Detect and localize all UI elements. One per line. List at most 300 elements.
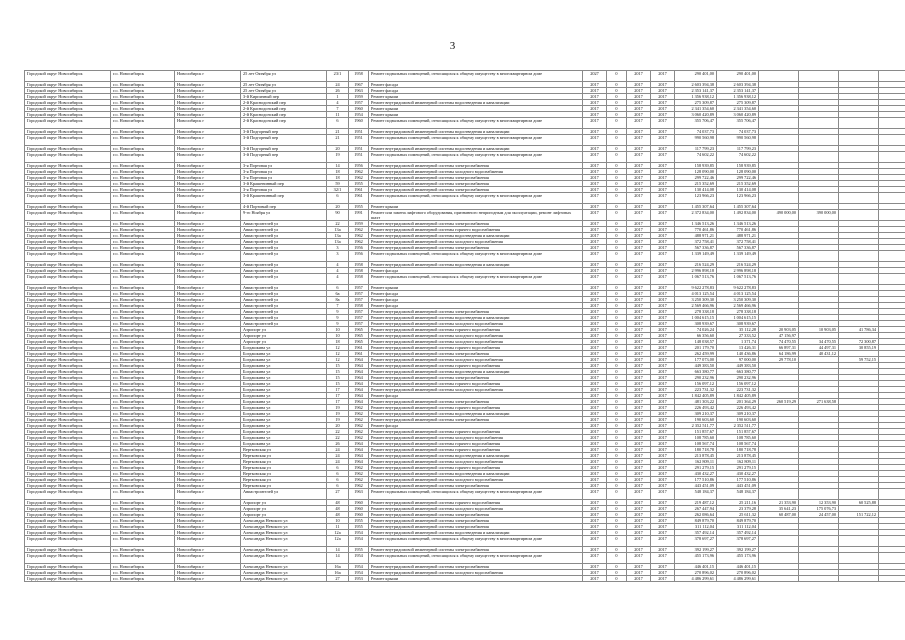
table-cell: 156 097,12 xyxy=(717,381,759,387)
table-cell: 90 xyxy=(327,210,349,221)
table-cell: 2017 xyxy=(627,82,651,88)
table-cell: 20 xyxy=(327,423,349,429)
table-cell: 2017 xyxy=(651,152,675,163)
table-cell: 0 xyxy=(607,471,627,477)
table-cell: 390 000,00 xyxy=(799,210,839,221)
table-cell: Ремонт внутридомовой инженерной системы электроснабжения xyxy=(369,375,583,381)
table-cell: 0 xyxy=(607,285,627,291)
table-cell: Новосибирск г xyxy=(175,423,241,429)
table-cell: Ремонт внутридомовой инженерной системы холодного водоснабжения xyxy=(369,169,583,175)
table-cell: Ремонт внутридомовой инженерной системы горячего водоснабжения xyxy=(369,363,583,369)
table-cell: 2017 xyxy=(627,309,651,315)
table-cell: Новосибирск г xyxy=(175,489,241,500)
table-cell: Новосибирск г xyxy=(175,129,241,135)
table-cell: Ремонт внутридомовой инженерной системы электроснабжения xyxy=(369,163,583,169)
table-cell: 0 xyxy=(607,193,627,204)
table-cell: г.о. Новосибирск xyxy=(111,262,175,268)
table-cell: 2017 xyxy=(651,500,675,506)
table-cell: 0 xyxy=(607,169,627,175)
table-cell: 0 xyxy=(607,547,627,553)
table-cell: 1 455 307,64 xyxy=(717,204,759,210)
table-cell: Ремонт внутридомовой инженерной системы электроснабжения xyxy=(369,512,583,518)
table-cell: Ремонт крыши xyxy=(369,204,583,210)
table-row xyxy=(25,576,905,582)
table-cell: Городской округ Новосибирск xyxy=(25,309,111,315)
table-cell: 2017 xyxy=(627,181,651,187)
table-cell: 849 879,70 xyxy=(717,518,759,524)
table-cell: Городской округ Новосибирск xyxy=(25,82,111,88)
table-cell xyxy=(799,576,839,582)
table-cell: 1954 xyxy=(349,536,369,547)
table-cell: Ремонт фасада xyxy=(369,268,583,274)
table-row xyxy=(25,71,905,82)
table-cell: г.о. Новосибирск xyxy=(111,518,175,524)
table-cell xyxy=(799,193,839,204)
table-cell: Городской округ Новосибирск xyxy=(25,351,111,357)
table-cell: 156 097,12 xyxy=(675,381,717,387)
table-cell: Городской округ Новосибирск xyxy=(25,262,111,268)
table-cell: 2017 xyxy=(627,233,651,239)
table-cell: Богдашкина ул xyxy=(241,423,327,429)
table-cell: Богдашкина ул xyxy=(241,399,327,405)
table-cell xyxy=(839,274,879,285)
table-cell: 201 364,29 xyxy=(717,399,759,405)
table-cell: 1957 xyxy=(349,309,369,315)
table-cell: Городской округ Новосибирск xyxy=(25,363,111,369)
table-cell: г.о. Новосибирск xyxy=(111,411,175,417)
table-cell: 177 510,86 xyxy=(717,477,759,483)
table-cell: 2017 xyxy=(583,351,607,357)
table-cell: 2017 xyxy=(627,291,651,297)
table-cell: 18 xyxy=(327,339,349,345)
table-cell: 430 432,27 xyxy=(717,471,759,477)
table-cell: 3 060 420,89 xyxy=(675,112,717,118)
table-cell: 2017 xyxy=(627,274,651,285)
table-cell: Вертковская ул xyxy=(241,465,327,471)
table-cell: 2017 xyxy=(627,483,651,489)
table-cell: 1 356 938,12 xyxy=(717,94,759,100)
table-cell: 47 156,97 xyxy=(759,333,799,339)
table-cell: 4 486 299,61 xyxy=(717,576,759,582)
table-cell xyxy=(879,193,905,204)
table-cell: 64 186,99 xyxy=(759,351,799,357)
table-cell: 2017 xyxy=(627,405,651,411)
table-cell: Аэропорт ул xyxy=(241,339,327,345)
table-cell: 0 xyxy=(607,303,627,309)
table-cell: 177 073,00 xyxy=(675,357,717,363)
table-cell: Ремонт внутридомовой инженерной системы горячего водоснабжения xyxy=(369,465,583,471)
table-cell: г.о. Новосибирск xyxy=(111,71,175,82)
table-cell: 2017 xyxy=(583,441,607,447)
table-cell: Ремонт внутридомовой инженерной системы водоотведения и канализации xyxy=(369,530,583,536)
table-cell: 0 xyxy=(607,459,627,465)
table-cell: 430 432,27 xyxy=(675,471,717,477)
table-cell: г.о. Новосибирск xyxy=(111,303,175,309)
table-cell: 0 xyxy=(607,417,627,423)
table-cell: 308 939,67 xyxy=(675,321,717,327)
table-cell: 74 037,73 xyxy=(675,129,717,135)
table-cell: 6 xyxy=(327,465,349,471)
table-cell: 21 xyxy=(327,135,349,146)
table-cell: 2017 xyxy=(583,530,607,536)
table-cell: 1964 xyxy=(349,387,369,393)
table-cell: 1956 xyxy=(349,245,369,251)
table-cell: Ремонт внутридомовой инженерной системы горячего водоснабжения xyxy=(369,500,583,506)
table-cell: 74 026,24 xyxy=(675,327,717,333)
table-cell xyxy=(799,135,839,146)
table-cell: 0 xyxy=(607,245,627,251)
table-cell: 2017 xyxy=(627,339,651,345)
table-cell: 1955 xyxy=(349,181,369,187)
table-cell: 3-й Подгорный пер xyxy=(241,146,327,152)
table-cell: 2017 xyxy=(627,459,651,465)
table-cell: Ремонт внутридомовой инженерной системы электроснабжения xyxy=(369,221,583,227)
table-cell: 4 xyxy=(327,274,349,285)
table-cell: 226 493,42 xyxy=(675,405,717,411)
table-cell: 2017 xyxy=(583,146,607,152)
table-row xyxy=(25,489,905,500)
table-cell: Новосибирск г xyxy=(175,71,241,82)
table-cell: Городской округ Новосибирск xyxy=(25,71,111,82)
table-cell: 378 697,27 xyxy=(717,536,759,547)
table-cell: г.о. Новосибирск xyxy=(111,245,175,251)
table-cell: 1951 xyxy=(349,135,369,146)
table-cell: 12 xyxy=(327,345,349,351)
table-cell: Городской округ Новосибирск xyxy=(25,547,111,553)
table-cell: г.о. Новосибирск xyxy=(111,423,175,429)
table-cell: 2 352 511,77 xyxy=(675,423,717,429)
table-cell: 2017 xyxy=(651,576,675,582)
table-cell: Городской округ Новосибирск xyxy=(25,357,111,363)
table-cell: 4 013 125,54 xyxy=(717,291,759,297)
table-cell: Вертковская ул xyxy=(241,477,327,483)
table-cell: Новосибирск г xyxy=(175,375,241,381)
table-cell: 6а xyxy=(327,291,349,297)
table-cell: 2017 xyxy=(651,570,675,576)
table-cell: 357 492,14 xyxy=(717,530,759,536)
table-cell: 392 199,27 xyxy=(717,547,759,553)
table-cell: 0 xyxy=(607,363,627,369)
table-cell: Ремонт внутридомовой инженерной системы холодного водоснабжения xyxy=(369,357,583,363)
table-cell: Авиастроителей ул xyxy=(241,233,327,239)
table-cell: Вертковская ул xyxy=(241,483,327,489)
table-cell: 2017 xyxy=(627,221,651,227)
table-cell: Новосибирск г xyxy=(175,417,241,423)
table-cell: 2017 xyxy=(627,245,651,251)
table-cell: 9 xyxy=(327,309,349,315)
table-cell: Ремонт фасада xyxy=(369,291,583,297)
table-cell: 10 xyxy=(327,518,349,524)
table-cell: 0 xyxy=(607,187,627,193)
table-cell: 0 xyxy=(607,441,627,447)
table-cell xyxy=(839,536,879,547)
table-cell: г.о. Новосибирск xyxy=(111,399,175,405)
table-cell: 1962 xyxy=(349,477,369,483)
table-cell: Богдашкина ул xyxy=(241,387,327,393)
table-cell: Новосибирск г xyxy=(175,315,241,321)
table-cell: 1951 xyxy=(349,152,369,163)
table-cell: 275 309,87 xyxy=(717,100,759,106)
table-cell xyxy=(799,71,839,82)
table-cell: 2017 xyxy=(627,553,651,564)
table-cell: 0 xyxy=(607,530,627,536)
table-cell: 2017 xyxy=(651,321,675,327)
table-row xyxy=(25,274,905,285)
table-cell: Городской округ Новосибирск xyxy=(25,118,111,129)
table-cell xyxy=(799,152,839,163)
table-cell: 1965 xyxy=(349,327,369,333)
table-cell: 19 xyxy=(327,411,349,417)
table-cell: г.о. Новосибирск xyxy=(111,465,175,471)
table-cell: Богдашкина ул xyxy=(241,411,327,417)
table-cell: 0 xyxy=(607,357,627,363)
table-cell: 0 xyxy=(607,152,627,163)
table-cell: 59 xyxy=(327,181,349,187)
table-cell: Ремонт подвальных помещений, относящихся к общему имуществу в многоквартирном доме xyxy=(369,118,583,129)
table-cell: Городской округ Новосибирск xyxy=(25,405,111,411)
table-cell: 1962 xyxy=(349,471,369,477)
table-cell: 2017 xyxy=(583,536,607,547)
table-cell: 2017 xyxy=(627,393,651,399)
table-cell: 1965 xyxy=(349,339,369,345)
table-cell: 2017 xyxy=(651,262,675,268)
table-cell: 1954 xyxy=(349,564,369,570)
table-cell: 2017 xyxy=(627,285,651,291)
table-cell: 2017 xyxy=(651,553,675,564)
table-cell: 2017 xyxy=(651,221,675,227)
table-cell xyxy=(839,489,879,500)
table-cell: Городской округ Новосибирск xyxy=(25,169,111,175)
table-cell: 2017 xyxy=(627,227,651,233)
table-cell: 1957 xyxy=(349,321,369,327)
table-cell: 0 xyxy=(607,309,627,315)
table-cell: 151 857,67 xyxy=(717,429,759,435)
table-cell: Новосибирск г xyxy=(175,274,241,285)
table-cell: 1961 xyxy=(349,193,369,204)
table-cell: 2017 xyxy=(627,429,651,435)
table-cell: 2017 xyxy=(627,333,651,339)
table-cell: Новосибирск г xyxy=(175,465,241,471)
table-cell: 488 971,21 xyxy=(675,233,717,239)
table-cell: 201 179,70 xyxy=(675,345,717,351)
table-cell: 0 xyxy=(607,345,627,351)
table-cell: 2017 xyxy=(627,576,651,582)
table-cell: Ремонт внутридомовой инженерной системы электроснабжения xyxy=(369,483,583,489)
table-cell xyxy=(879,71,905,82)
table-cell: 290 232,96 xyxy=(717,375,759,381)
table-cell: Новосибирск г xyxy=(175,118,241,129)
table-cell: Новосибирск г xyxy=(175,512,241,518)
table-cell: 19 xyxy=(327,417,349,423)
table-cell: 2017 xyxy=(651,547,675,553)
table-cell: Ремонт внутридомовой инженерной системы электроснабжения xyxy=(369,245,583,251)
table-cell: Новосибирск г xyxy=(175,363,241,369)
table-cell: 0 xyxy=(607,524,627,530)
table-cell: Новосибирск г xyxy=(175,483,241,489)
table-cell: Городской округ Новосибирск xyxy=(25,285,111,291)
table-cell: 190 603,60 xyxy=(717,417,759,423)
table-cell: 2017 xyxy=(651,315,675,321)
table-cell: 1960 xyxy=(349,500,369,506)
table-cell: Ремонт внутридомовой инженерной системы водоотведения и канализации xyxy=(369,471,583,477)
table-cell: г.о. Новосибирск xyxy=(111,530,175,536)
table-cell: 1964 xyxy=(349,459,369,465)
table-cell: Новосибирск г xyxy=(175,309,241,315)
table-cell: 1964 xyxy=(349,447,369,453)
table-cell: 2017 xyxy=(627,118,651,129)
table-cell: Авиастроителей ул xyxy=(241,291,327,297)
table-cell: Новосибирск г xyxy=(175,570,241,576)
table-cell: 2017 xyxy=(651,524,675,530)
table-cell: 0 xyxy=(607,262,627,268)
table-cell: 9-го Ноября ул xyxy=(241,210,327,221)
table-cell: 180 718,78 xyxy=(717,447,759,453)
table-cell: 0 xyxy=(607,106,627,112)
table-cell: 0 xyxy=(607,210,627,221)
table-cell: Новосибирск г xyxy=(175,175,241,181)
table-cell: Городской округ Новосибирск xyxy=(25,489,111,500)
table-cell: 2017 xyxy=(583,489,607,500)
table-cell: Городской округ Новосибирск xyxy=(25,94,111,100)
table-cell: Ремонт внутридомовой инженерной системы горячего водоснабжения xyxy=(369,405,583,411)
table-cell: 0 xyxy=(607,435,627,441)
table-cell: 2017 xyxy=(583,233,607,239)
table-cell: Ремонт подвальных помещений, относящихся к общему имуществу в многоквартирном доме xyxy=(369,274,583,285)
table-cell: г.о. Новосибирск xyxy=(111,239,175,245)
table-cell: 21 353,90 xyxy=(759,500,799,506)
table-cell: 3-я Портовая ул xyxy=(241,175,327,181)
table-cell: 1955 xyxy=(349,204,369,210)
table-cell: Городской округ Новосибирск xyxy=(25,333,111,339)
table-cell: г.о. Новосибирск xyxy=(111,221,175,227)
table-cell: 1964 xyxy=(349,393,369,399)
table-cell: 2017 xyxy=(651,274,675,285)
table-cell: 299 722,46 xyxy=(675,175,717,181)
table-cell: 0 xyxy=(607,82,627,88)
table-cell: 308 939,67 xyxy=(717,321,759,327)
table-cell: Городской округ Новосибирск xyxy=(25,187,111,193)
table-cell: 17 xyxy=(327,393,349,399)
table-cell: 12 353,90 xyxy=(799,500,839,506)
table-cell: Ремонт внутридомовой инженерной системы водоотведения и канализации xyxy=(369,453,583,459)
table-cell: 3 xyxy=(327,251,349,262)
table-cell: Авиастроителей ул xyxy=(241,285,327,291)
table-cell: Городской округ Новосибирск xyxy=(25,233,111,239)
table-cell: г.о. Новосибирск xyxy=(111,233,175,239)
table-cell: 18 xyxy=(327,175,349,181)
table-cell: Городской округ Новосибирск xyxy=(25,429,111,435)
table-cell: Городской округ Новосибирск xyxy=(25,512,111,518)
table-cell: Ремонт внутридомовой инженерной системы горячего водоснабжения xyxy=(369,345,583,351)
table-cell: Новосибирск г xyxy=(175,163,241,169)
table-cell: 270 896,02 xyxy=(675,570,717,576)
table-cell xyxy=(879,536,905,547)
table-cell: 1957 xyxy=(349,285,369,291)
table-cell: Авиастроителей ул xyxy=(241,297,327,303)
table-cell: 2017 xyxy=(583,210,607,221)
table-cell: Ремонт подвальных помещений, относящихся к общему имуществу в многоквартирном доме xyxy=(369,536,583,547)
table-cell: 2017 xyxy=(627,112,651,118)
table-cell: 1 004 615,15 xyxy=(675,315,717,321)
table-cell: г.о. Новосибирск xyxy=(111,435,175,441)
table-cell: 2017 xyxy=(627,363,651,369)
table-cell: 12а xyxy=(327,530,349,536)
table-cell: 2017 xyxy=(583,570,607,576)
table-cell: г.о. Новосибирск xyxy=(111,483,175,489)
table-cell: 2017 xyxy=(651,393,675,399)
table-cell: Аэропорт ул xyxy=(241,506,327,512)
table-cell: 190 603,60 xyxy=(675,417,717,423)
table-cell: Новосибирск г xyxy=(175,106,241,112)
table-cell: 3-й Подгорный пер xyxy=(241,129,327,135)
table-cell: Новосибирск г xyxy=(175,547,241,553)
table-cell: 2017 xyxy=(651,447,675,453)
table-cell: 2017 xyxy=(583,553,607,564)
table-cell: Городской округ Новосибирск xyxy=(25,175,111,181)
table-cell: Городской округ Новосибирск xyxy=(25,459,111,465)
table-cell: 4 xyxy=(327,262,349,268)
table-cell: Новосибирск г xyxy=(175,210,241,221)
table-cell: 0 xyxy=(607,553,627,564)
table-cell xyxy=(839,135,879,146)
table-cell: 117 799,23 xyxy=(717,146,759,152)
table-cell: Городской округ Новосибирск xyxy=(25,435,111,441)
table-cell: 1964 xyxy=(349,381,369,387)
table-cell: Городской округ Новосибирск xyxy=(25,483,111,489)
table-cell: 216 524,29 xyxy=(717,262,759,268)
table-cell: 2017 xyxy=(583,82,607,88)
table-cell: Городской округ Новосибирск xyxy=(25,239,111,245)
table-cell: 2017 xyxy=(583,576,607,582)
table-cell: 260 519,29 xyxy=(759,399,799,405)
table-cell: Городской округ Новосибирск xyxy=(25,181,111,187)
table-cell: 12 xyxy=(327,351,349,357)
table-cell: 2017 xyxy=(627,518,651,524)
table-cell: Ремонт внутридомовой инженерной системы холодного водоснабжения xyxy=(369,506,583,512)
table-cell: Городской округ Новосибирск xyxy=(25,524,111,530)
table-cell: 19 xyxy=(327,152,349,163)
table-cell: 223 731,32 xyxy=(675,387,717,393)
table-cell: Богдашкина ул xyxy=(241,363,327,369)
table-cell: г.о. Новосибирск xyxy=(111,417,175,423)
table-cell: 2017 xyxy=(627,375,651,381)
table-cell: Городской округ Новосибирск xyxy=(25,375,111,381)
table-cell: 1 067 513,76 xyxy=(675,274,717,285)
table-cell: 1960 xyxy=(349,106,369,112)
table-cell: Ремонт фасада xyxy=(369,82,583,88)
table-cell xyxy=(759,489,799,500)
table-cell: 1956 xyxy=(349,163,369,169)
table-cell: Новосибирск г xyxy=(175,187,241,193)
table-cell: 2017 xyxy=(583,399,607,405)
table-cell: 267 447,94 xyxy=(675,506,717,512)
table-cell: 35 641,23 xyxy=(759,506,799,512)
table-cell xyxy=(839,553,879,564)
table-cell: Авиастроителей ул xyxy=(241,274,327,285)
table-cell: 2017 xyxy=(583,547,607,553)
table-cell: 2017 xyxy=(651,233,675,239)
table-cell: 2017 xyxy=(651,506,675,512)
table-cell: 9 xyxy=(327,321,349,327)
table-cell: 2017 xyxy=(583,285,607,291)
table-cell: 9 622 278,83 xyxy=(675,285,717,291)
table-cell: 355 706,47 xyxy=(717,118,759,129)
table-cell: 0 xyxy=(607,387,627,393)
table-cell: г.о. Новосибирск xyxy=(111,459,175,465)
table-cell: г.о. Новосибирск xyxy=(111,500,175,506)
table-cell: Ремонт внутридомовой инженерной системы холодного водоснабжения xyxy=(369,387,583,393)
table-cell: Новосибирск г xyxy=(175,268,241,274)
